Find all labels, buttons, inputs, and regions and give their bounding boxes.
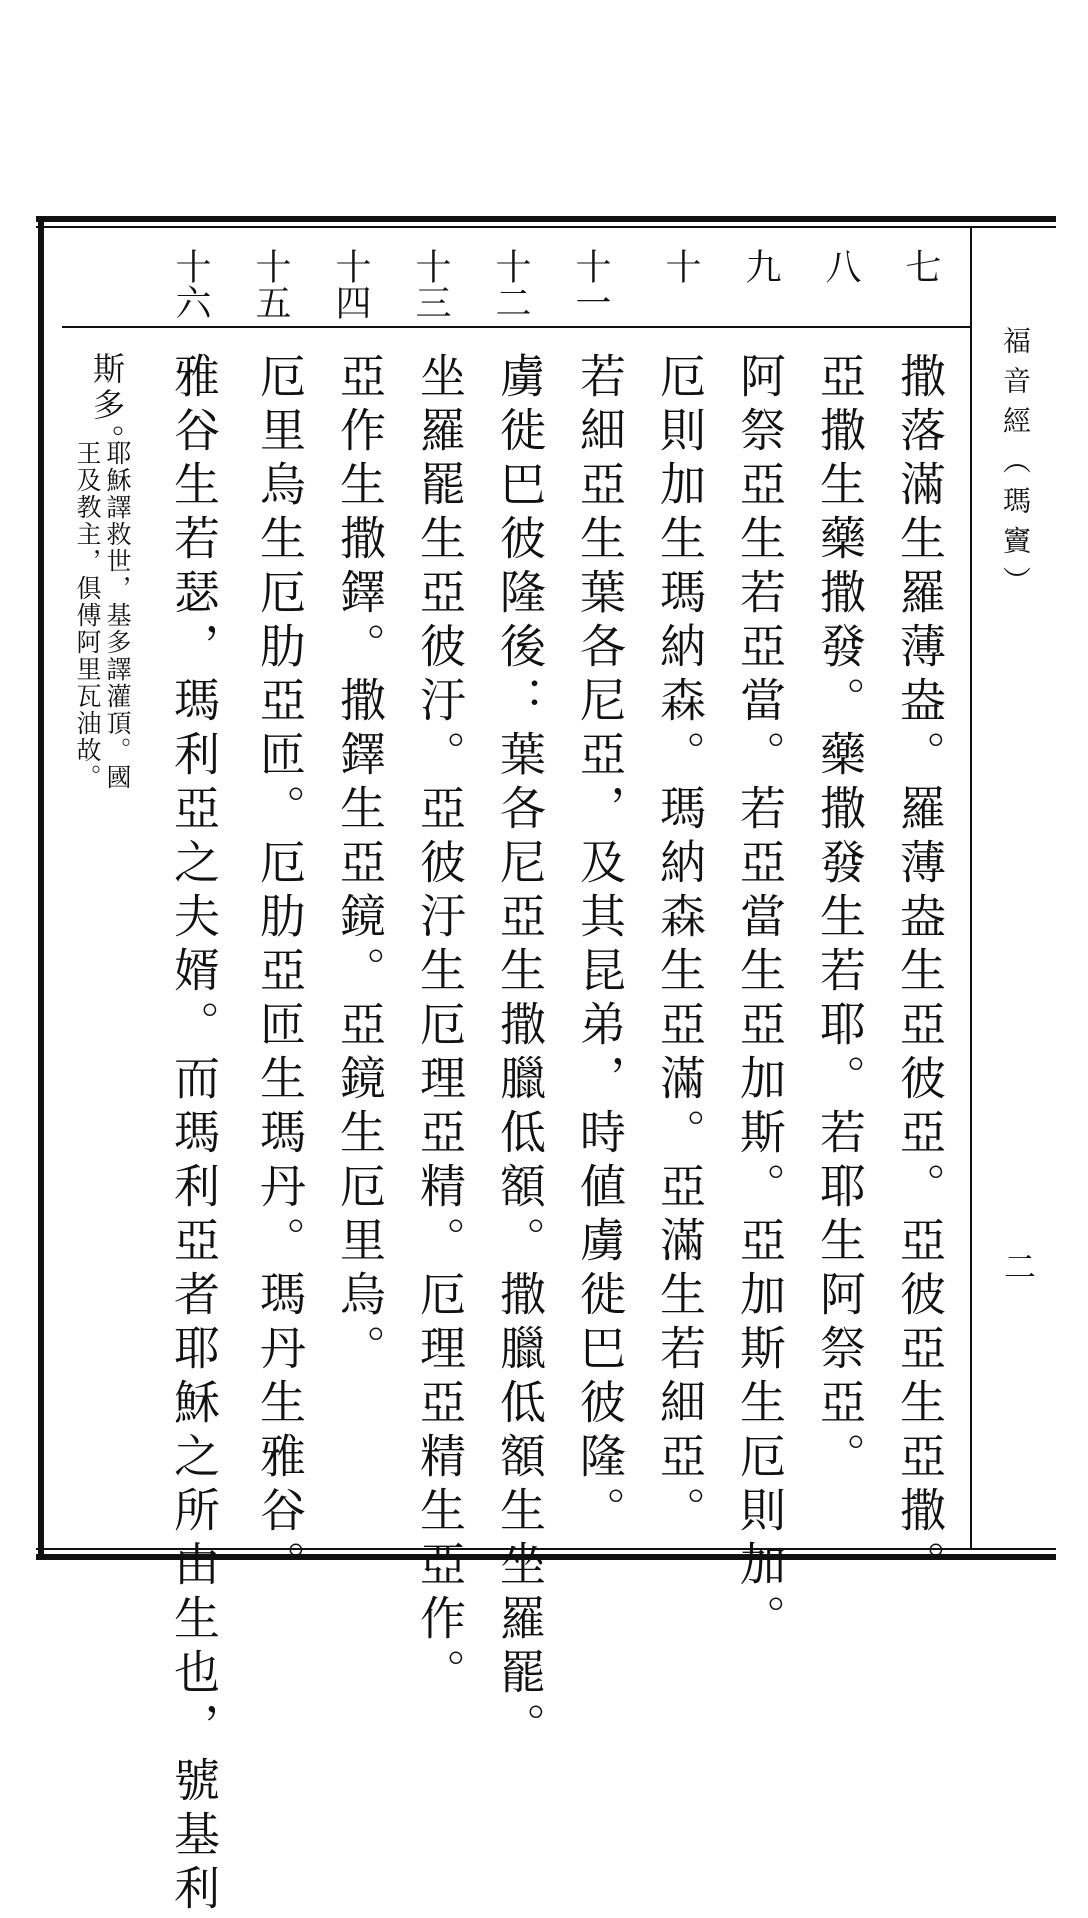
verse-number-rule (62, 326, 970, 328)
verse-number: 十四 (330, 248, 371, 320)
margin-divider (970, 228, 972, 1548)
running-header: 福音經（瑪竇） (999, 326, 1032, 606)
verse-text: 亞撒生藥撒發。藥撒發生若耶。若耶生阿祭亞。 (813, 352, 867, 1486)
verse-number: 十三 (410, 248, 451, 320)
verse-text: 虜徙巴彼隆後：葉各尼亞生撒臘低額。撒臘低額生坐羅罷。 (493, 352, 547, 1756)
verse-number: 十二 (490, 248, 531, 320)
verse-text: 撒落滿生羅薄盎。羅薄盎生亞彼亞。亞彼亞生亞撒。 (893, 352, 947, 1594)
verse-text: 雅谷生若瑟，瑪利亞之夫婿。而瑪利亞者耶穌之所由生也，號基利 (167, 352, 221, 1918)
verse-text: 阿祭亞生若亞當。若亞當生亞加斯。亞加斯生厄則加。 (733, 352, 787, 1648)
verse-text: 坐羅罷生亞彼汙。亞彼汙生厄理亞精。厄理亞精生亞作。 (413, 352, 467, 1702)
verse-number: 十五 (250, 248, 291, 320)
verse-text: 若細亞生葉各尼亞，及其昆弟，時値虜徙巴彼隆。 (573, 352, 627, 1540)
page-number: 二 (999, 1250, 1037, 1282)
frame-left-border (38, 222, 44, 1556)
verse-text: 厄里烏生厄肋亞匝。厄肋亞匝生瑪丹。瑪丹生雅谷。 (253, 352, 307, 1594)
annotation-line: 耶穌譯救世，基多譯灌頂。國 (103, 440, 132, 791)
verse-number: 十一 (570, 248, 611, 320)
annotation-line: 王及教主，俱傅阿里瓦油故。 (73, 440, 102, 791)
verse-number: 八 (820, 248, 861, 284)
verse-number: 十六 (170, 248, 211, 320)
verse-number: 七 (900, 248, 941, 284)
verse-text: 厄則加生瑪納森。瑪納森生亞滿。亞滿生若細亞。 (653, 352, 707, 1540)
verse-number: 九 (740, 248, 781, 284)
verse-number: 十 (660, 248, 701, 284)
verse-text: 亞作生撒鐸。撒鐸生亞鏡。亞鏡生厄里烏。 (333, 352, 387, 1378)
frame-top-inner-border (36, 226, 1056, 228)
frame-top-border (36, 216, 1056, 222)
verse-continuation: 斯多。 (88, 352, 126, 460)
